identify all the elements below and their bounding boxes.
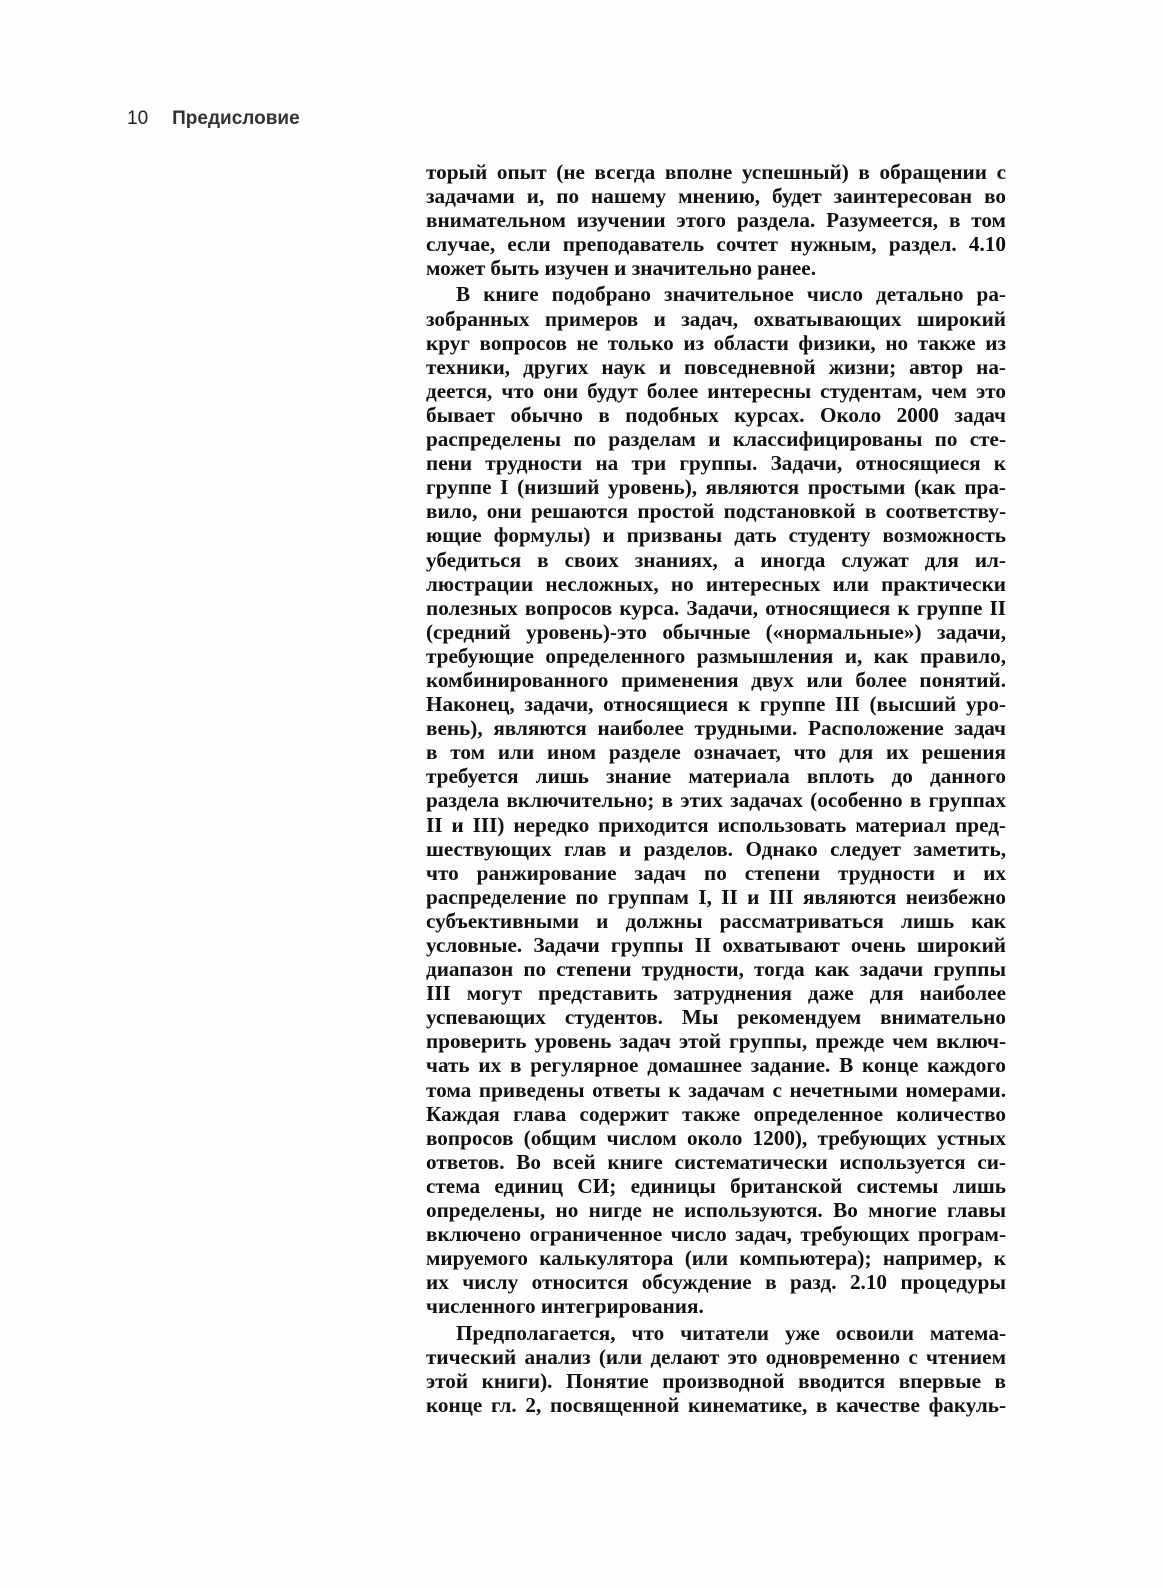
paragraph — [426, 1321, 1006, 1417]
text-line: мируемого калькулятора (или компьютера); например, к — [426, 1246, 1006, 1271]
text-line: случае, если преподаватель сочтет нужным, раздел. 4.10 — [426, 232, 1006, 257]
text-line: может быть изучен и значительно ранее. — [426, 256, 817, 281]
text-line: II и III) нередко приходится использовать материал пред- — [426, 812, 1006, 837]
text-line: вень), являются наиболее трудными. Расположение задач — [426, 716, 1006, 741]
text-line: проверить уровень задач этой группы, прежде чем включ- — [426, 1029, 1006, 1054]
running-head — [127, 108, 300, 130]
text-line: тома приведены ответы к задачам с нечетными номерами. — [426, 1077, 1006, 1102]
text-line: внимательном изучении этого раздела. Разумеется, в том — [426, 208, 1006, 233]
text-line: требуется лишь знание материала вплоть до данного — [426, 764, 1006, 789]
text-line: Каждая глава содержит также определенное количество — [426, 1101, 1006, 1126]
text-line: требующие определенного размышления и, как правило, — [426, 643, 1006, 668]
text-line: вопросов (общим числом около 1200), требующих устных — [426, 1125, 1006, 1150]
text-line: стема единиц СИ; единицы британской системы лишь — [426, 1173, 1006, 1198]
text-line: группе I (низший уровень), являются простыми (как пра- — [426, 475, 1006, 500]
text-line: ответов. Во всей книге систематически используется си- — [426, 1149, 1006, 1174]
text-line: численного интегрирования. — [426, 1294, 704, 1319]
text-line: вило, они решаются простой подстановкой в соответству- — [426, 499, 1006, 524]
page-number: 10 — [127, 108, 149, 129]
text-line: торый опыт (не всегда вполне успешный) в обращении с — [426, 160, 1006, 184]
text-line: III могут представить затруднения даже для наиболее — [426, 981, 1006, 1006]
text-line: шествующих глав и разделов. Однако следует заметить, — [426, 836, 1006, 861]
text-line: ющие формулы) и призваны дать студенту возможность — [426, 523, 1006, 548]
paragraph — [426, 282, 1006, 1318]
text-line: комбинированного применения двух или более понятий. — [426, 667, 1006, 692]
text-line: распределены по разделам и классифицированы по сте- — [426, 427, 1006, 452]
text-line: раздела включительно; в этих задачах (особенно в группах — [426, 788, 1006, 813]
text-line: чать их в регулярное домашнее задание. В конце каждого — [426, 1053, 1006, 1078]
text-line: бывает обычно в подобных курсах. Около 2000 задач — [426, 402, 1006, 427]
text-line: диапазон по степени трудности, тогда как задачи группы — [426, 957, 1006, 982]
text-line: определены, но нигде не используются. Во многие главы — [426, 1198, 1006, 1223]
text-line: задачами и, по нашему мнению, будет заинтересован во — [426, 184, 1006, 209]
text-line: этой книги). Понятие производной вводится впервые в — [426, 1368, 1006, 1393]
text-line: (средний уровень)-это обычные («нормальные») задачи, — [426, 619, 1006, 644]
text-line: В книге подобрано значительное число детально ра- — [456, 282, 1006, 307]
text-line: зобранных примеров и задач, охватывающих широкий — [426, 306, 1006, 331]
text-line: что ранжирование задач по степени трудности и их — [426, 860, 1006, 885]
text-line: круг вопросов не только из области физики, но также из — [426, 330, 1006, 355]
text-line: успевающих студентов. Мы рекомендуем внимательно — [426, 1005, 1006, 1030]
text-line: конце гл. 2, посвященной кинематике, в качестве факуль- — [426, 1392, 1006, 1417]
text-line: их числу относится обсуждение в разд. 2.10 процедуры — [426, 1270, 1006, 1295]
text-line: распределение по группам I, II и III являются неизбежно — [426, 884, 1006, 909]
section-title: Предисловие — [172, 108, 300, 129]
text-line: люстрации несложных, но интересных или практически — [426, 571, 1006, 596]
text-line: Предполагается, что читатели уже освоили матема- — [456, 1320, 1006, 1345]
text-line: деется, что они будут более интересны студентам, чем это — [426, 378, 1006, 403]
body-text — [426, 160, 1006, 1419]
text-line: полезных вопросов курса. Задачи, относящиеся к группе II — [426, 595, 1006, 620]
text-line: субъективными и должны рассматриваться лишь как — [426, 908, 1006, 933]
text-line: пени трудности на три группы. Задачи, относящиеся к — [426, 451, 1006, 476]
text-line: в том или ином разделе означает, что для их решения — [426, 740, 1006, 765]
text-line: Наконец, задачи, относящиеся к группе III (высший уро- — [426, 692, 1006, 717]
text-line: условные. Задачи группы II охватывают очень широкий — [426, 933, 1006, 957]
text-line: включено ограниченное число задач, требующих програм- — [426, 1222, 1006, 1247]
text-line: техники, других наук и повседневной жизни; автор на- — [426, 354, 1006, 379]
text-line: тический анализ (или делают это одновременно с чтением — [426, 1344, 1006, 1369]
paragraph — [426, 160, 1006, 280]
text-line: убедиться в своих знаниях, а иногда служат для ил- — [426, 547, 1006, 572]
